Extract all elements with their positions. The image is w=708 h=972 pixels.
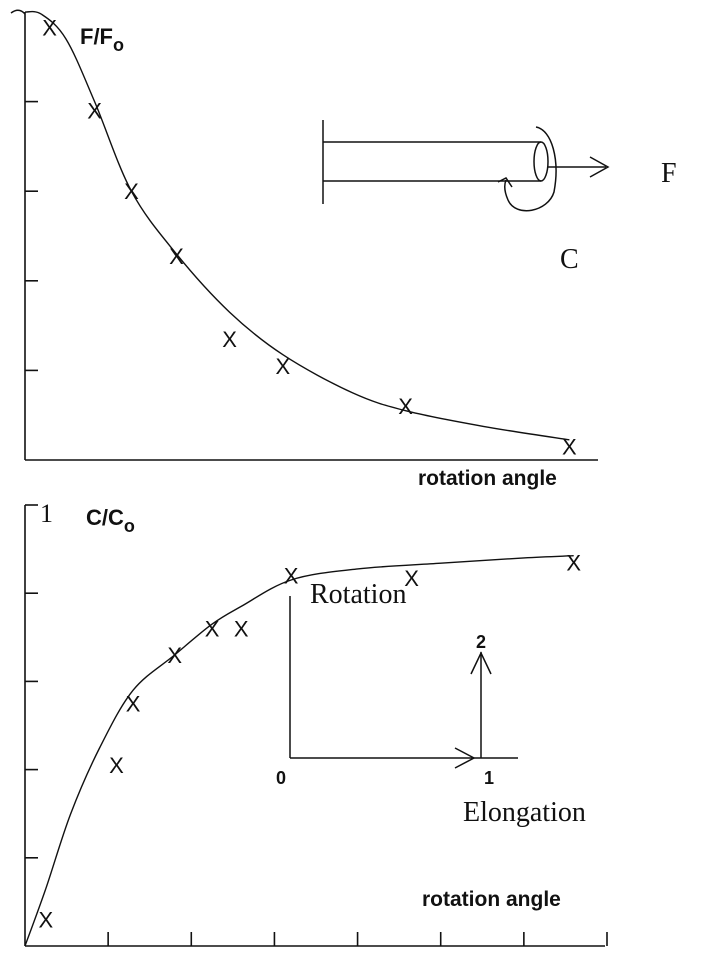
bottom-data-point-7: X (283, 563, 299, 589)
bottom-x-ticks (108, 932, 607, 946)
bottom-data-point-9: X (566, 550, 582, 576)
bottom-y-ticks (25, 505, 38, 858)
coupling-inset (276, 579, 586, 828)
inset-y-label: Rotation (310, 579, 407, 610)
inset-one-label: 1 (484, 768, 495, 788)
bottom-data-point-8: X (404, 565, 419, 591)
top-panel (11, 10, 598, 490)
top-y-ticks (25, 102, 38, 371)
inset-origin-label: 0 (276, 768, 287, 788)
bottom-panel (25, 499, 607, 946)
bottom-data-point-3: X (125, 691, 141, 717)
top-axis-hook (11, 10, 25, 14)
top-data-point-8: X (562, 434, 577, 460)
couple-loop-arrow (505, 127, 556, 211)
rod-end-ellipse (534, 142, 548, 181)
top-data-point-4: X (169, 244, 184, 270)
bottom-data-point-4: X (167, 642, 183, 668)
bottom-x-axis-label: rotation angle (422, 888, 561, 911)
top-data-point-3: X (124, 179, 139, 205)
top-data-point-6: X (275, 353, 291, 379)
bottom-panel-title: $C/C_o$ (86, 505, 135, 536)
top-data-point-1: X (42, 15, 57, 41)
bottom-data-point-2: X (109, 753, 124, 779)
force-label: F (661, 158, 677, 189)
bottom-data-point-6: X (233, 616, 249, 642)
rod-diagram (323, 120, 677, 275)
top-fit-curve (25, 12, 569, 440)
top-data-point-7: X (398, 394, 413, 420)
inset-arrow-label: 2 (476, 632, 487, 652)
couple-label: C (560, 244, 579, 275)
bottom-data-point-1: X (38, 907, 54, 933)
inset-x-label: Elongation (463, 797, 586, 828)
top-markers (42, 16, 577, 460)
top-x-axis-label: rotation angle (418, 467, 557, 490)
bottom-y-top-label: 1 (40, 499, 53, 528)
top-panel-title: $F/F_o$ (80, 24, 124, 55)
top-data-point-5: X (222, 327, 237, 353)
bottom-data-point-5: X (204, 616, 220, 642)
top-data-point-2: X (87, 98, 102, 124)
